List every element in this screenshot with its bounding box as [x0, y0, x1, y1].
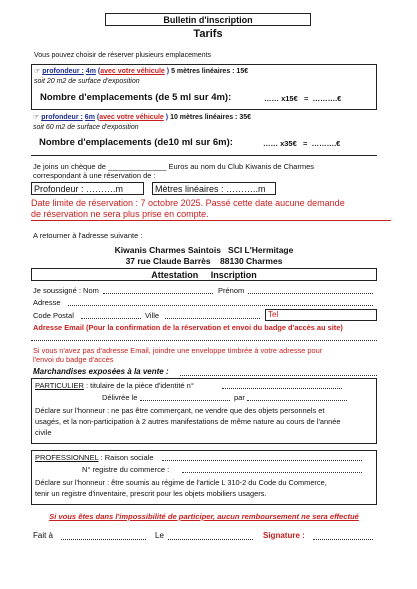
- meters-field-label: Mètres linéaires : ………..m: [155, 184, 266, 194]
- address-row: [33, 298, 377, 308]
- return-label: A retourner à l'adresse suivante :: [33, 231, 143, 240]
- ville-field[interactable]: [165, 318, 260, 319]
- titulaire-label: : titulaire de la pièce d'identité n°: [86, 381, 194, 390]
- meters-field[interactable]: [152, 182, 276, 195]
- id-number-field[interactable]: [222, 388, 342, 389]
- depth-label: profondeur :: [41, 114, 83, 121]
- depth-field-label: Profondeur : ……….m: [34, 184, 124, 194]
- price-formula[interactable]: …… x15€ = ……….€: [264, 94, 342, 103]
- fait-field[interactable]: [61, 539, 146, 540]
- paren-close: ): [165, 114, 169, 121]
- footer-row: [33, 531, 377, 543]
- refund-notice: Si vous êtes dans l'impossibilité de participer, aucun remboursement ne sera effectué: [49, 512, 359, 521]
- cp-field[interactable]: [81, 318, 141, 319]
- particulier-box: [31, 378, 377, 444]
- le-field[interactable]: [168, 539, 253, 540]
- page-title: Bulletin d'inscription: [163, 15, 253, 25]
- delivree-label: Délivrée le: [102, 393, 138, 402]
- no-email-line-2: l'envoi du badge d'accès: [33, 355, 114, 364]
- goods-label: Marchandises exposées à la vente :: [33, 367, 169, 376]
- raison-field[interactable]: [162, 460, 362, 461]
- delivree-field[interactable]: [140, 400, 230, 401]
- rate-text: 10 mètres linéaires : 35€: [170, 114, 252, 121]
- hand-pointer-icon: ☞: [34, 68, 41, 75]
- deadline-underline: [31, 220, 391, 221]
- registre-field[interactable]: [182, 472, 362, 473]
- deadline-line: Date limite de réservation : 7 octobre 2025. Passé cette date aucune demande: [31, 198, 345, 208]
- attestation-box: [31, 268, 377, 281]
- paren-open: (: [96, 114, 100, 121]
- particulier-declaration-3: civile: [35, 428, 52, 437]
- surface-text: soit 60 m2 de surface d'exposition: [33, 124, 139, 131]
- count-label: Nombre d'emplacements (de 5 ml sur 4m):: [40, 92, 232, 103]
- cp-label: Code Postal: [33, 311, 74, 320]
- par-field[interactable]: [247, 400, 347, 401]
- signature-label: Signature :: [263, 531, 305, 540]
- intro-text: Vous pouvez choisir de réserver plusieurs emplacements: [34, 52, 212, 59]
- email-field[interactable]: [31, 340, 377, 341]
- option-4m-box: [31, 64, 377, 110]
- count-label: Nombre d'emplacements (de10 ml sur 6m):: [39, 137, 233, 148]
- particulier-declaration-2: usagés, et la non-participation à 2 autres manifestations de même nature au cours de l'année: [35, 417, 341, 426]
- particulier-declaration-1: Déclare sur l'honneur : ne pas être commerçant, ne vendre que des objets personnels et: [35, 406, 325, 415]
- title-box: [105, 13, 311, 26]
- nom-field[interactable]: [103, 293, 213, 294]
- email-label: Adresse Email (Pour la confirmation de la réservation et envoi du badge d'accès au site): [33, 323, 343, 332]
- attestation-title: Attestation Inscription: [151, 270, 257, 280]
- registre-label: N° registre du commerce :: [82, 465, 170, 474]
- tel-label: Tel: [268, 310, 279, 319]
- payment-line-2: correspondant à une réservation de :: [33, 171, 156, 180]
- par-label: par: [234, 393, 245, 402]
- goods-field[interactable]: [180, 375, 377, 376]
- professionnel-box: [31, 450, 377, 505]
- rate-text: 5 mètres linéaires : 15€: [171, 68, 249, 75]
- hand-pointer-icon: ☞: [33, 114, 40, 121]
- depth-value: 4m: [85, 68, 96, 75]
- divider: [31, 155, 377, 156]
- ville-label: Ville: [145, 311, 160, 320]
- tel-field[interactable]: [265, 309, 377, 321]
- nom-label: Je soussigné : Nom: [33, 286, 99, 295]
- depth-label: profondeur :: [42, 68, 84, 75]
- prenom-label: Prénom: [218, 286, 245, 295]
- price-formula[interactable]: …… x35€ = ……….€: [263, 139, 341, 148]
- vehicle-note: avec votre véhicule: [99, 114, 164, 121]
- option-6m-block: [31, 112, 377, 154]
- adresse-label: Adresse: [33, 298, 61, 307]
- deadline-line-2: de réservation ne sera plus prise en compte.: [31, 209, 209, 219]
- signature-field[interactable]: [313, 539, 373, 540]
- prenom-field[interactable]: [248, 293, 373, 294]
- fait-label: Fait à: [33, 531, 54, 540]
- raison-label: : Raison sociale: [100, 453, 154, 462]
- paren-close: ): [166, 68, 170, 75]
- name-row: [33, 286, 377, 296]
- no-email-line: Si vous n'avez pas d'adresse Email, joindre une enveloppe timbrée à votre adresse pour: [33, 346, 323, 355]
- professionnel-heading: PROFESSIONNEL: [35, 453, 99, 462]
- particulier-heading: PARTICULIER: [35, 381, 84, 390]
- depth-value: 6m: [84, 114, 95, 121]
- return-address-line-1: Kiwanis Charmes Saintois SCI L'Hermitage: [114, 245, 294, 255]
- vehicle-note: avec votre véhicule: [100, 68, 165, 75]
- paren-open: (: [97, 68, 101, 75]
- professionnel-declaration-1: Déclare sur l'honneur : être soumis au régime de l'article L 310-2 du Code du Commerce,: [35, 478, 327, 487]
- professionnel-declaration-2: tenir un registre d'inventaire, prescrit pour les objets mobiliers usagers.: [35, 489, 267, 498]
- surface-text: soit 20 m2 de surface d'exposition: [34, 78, 140, 85]
- city-row: [33, 310, 377, 322]
- page-subtitle: Tarifs: [193, 28, 223, 40]
- adresse-field[interactable]: [68, 305, 373, 306]
- payment-line: Je joins un chèque de ______________ Euros au nom du Club Kiwanis de Charmes: [33, 162, 315, 171]
- depth-field[interactable]: [31, 182, 144, 195]
- le-label: Le: [155, 531, 164, 540]
- return-address-line-2: 37 rue Claude Barrès 88130 Charmes: [125, 256, 283, 266]
